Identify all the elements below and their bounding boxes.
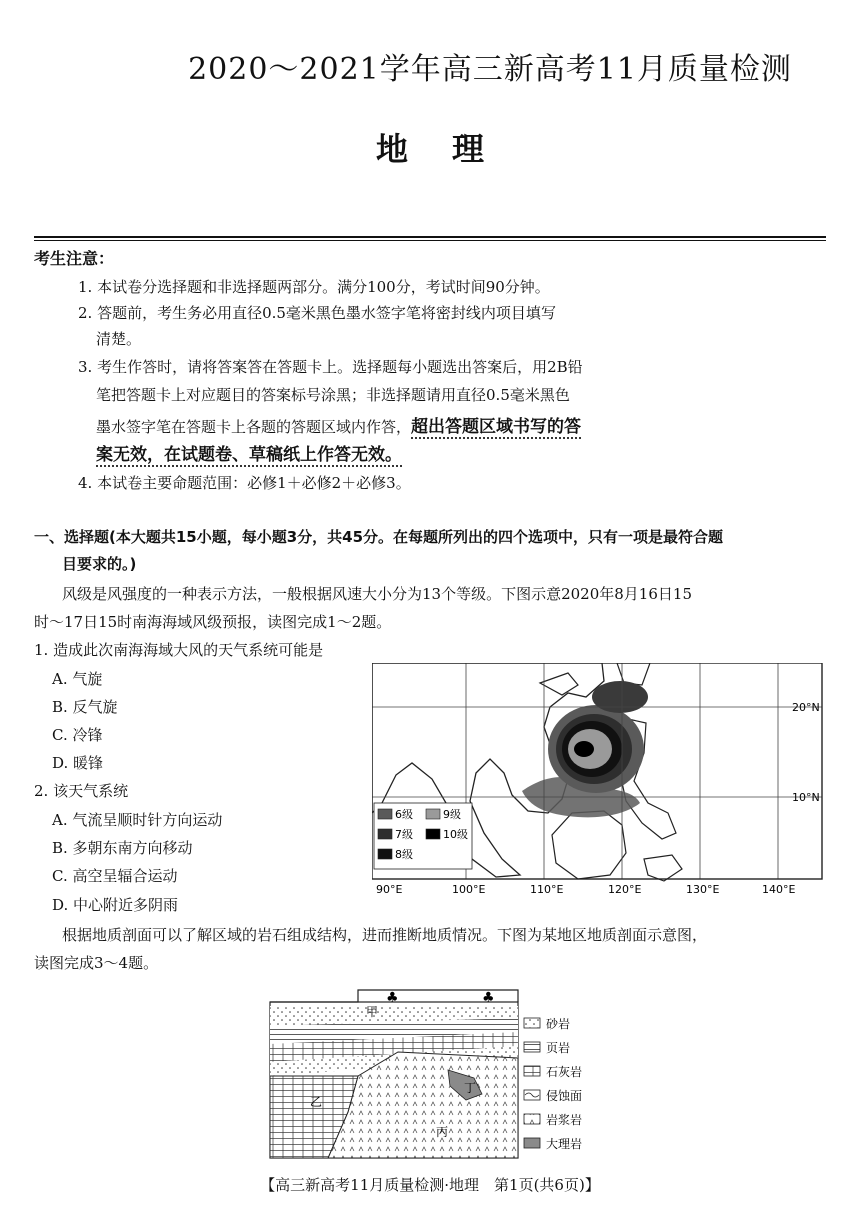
legend-label-marble: 大理岩 <box>546 1137 583 1151</box>
lon-label-140: 140°E <box>762 883 796 896</box>
intro-2-line-1: 根据地质剖面可以了解区域的岩石组成结构，进而推断地质情况。下图为某地区地质剖面示意图， <box>62 926 708 944</box>
legend-swatch-10 <box>426 829 440 839</box>
legend-swatch-8 <box>378 849 392 859</box>
tree-icon: ♣ <box>482 990 495 1006</box>
question-2-stem: 2. 该天气系统 <box>34 782 129 800</box>
header-rule-thin <box>34 240 826 241</box>
legend-label-10: 10级 <box>443 828 468 841</box>
legend-label-8: 8级 <box>395 848 413 861</box>
wind-forecast-map <box>372 663 828 899</box>
lon-label-90: 90°E <box>376 883 403 896</box>
legend-swatch-limestone <box>524 1066 540 1076</box>
question-1-option-c: C. 冷锋 <box>52 726 103 744</box>
legend-swatch-magma <box>524 1114 540 1124</box>
notice-item-3-line-3 <box>96 412 581 437</box>
legend-label-shale: 页岩 <box>546 1041 571 1055</box>
intro-1-line-2: 时～17日15时南海海域风级预报，读图完成1～2题。 <box>34 613 392 631</box>
wind-zone-10 <box>574 741 594 757</box>
question-1-stem: 1. 造成此次南海海域大风的天气系统可能是 <box>34 641 324 659</box>
legend-label-7: 7级 <box>395 828 413 841</box>
lat-label-10: 10°N <box>792 791 820 804</box>
legend-swatch-7 <box>378 829 392 839</box>
notice-item-2-line-2: 清楚。 <box>96 330 142 348</box>
notice-item-4: 4. 本试卷主要命题范围：必修1＋必修2＋必修3。 <box>78 474 411 492</box>
notice-emphasis-2: 案无效，在试题卷、草稿纸上作答无效。 <box>96 445 402 465</box>
question-2-option-a: A. 气流呈顺时针方向运动 <box>52 811 223 829</box>
notice-item-2-line-1: 2. 答题前，考生务必用直径0.5毫米黑色墨水签字笔将密封线内项目填写 <box>78 304 556 322</box>
intro-1-line-1: 风级是风强度的一种表示方法，一般根据风速大小分为13个等级。下图示意2020年8月16日15 <box>62 585 692 603</box>
question-1-option-d: D. 暖锋 <box>52 754 104 772</box>
question-2-option-d: D. 中心附近多阴雨 <box>52 896 179 914</box>
rock-legend <box>524 1016 582 1151</box>
question-2-option-c: C. 高空呈辐合运动 <box>52 867 178 885</box>
intro-2-line-2: 读图完成3～4题。 <box>34 954 159 972</box>
question-1-option-a: A. 气旋 <box>52 670 103 688</box>
lon-label-100: 100°E <box>452 883 486 896</box>
notice-item-3-line-2: 笔把答题卡上对应题目的答案标号涂黑；非选择题请用直径0.5毫米黑色 <box>96 386 570 404</box>
section-heading-line-2: 目要求的。) <box>62 555 137 573</box>
notice-item-1: 1. 本试卷分选择题和非选择题两部分。满分100分，考试时间90分钟。 <box>78 278 550 296</box>
lat-label-20: 20°N <box>792 701 820 714</box>
label-ding: 丁 <box>464 1081 477 1095</box>
legend-label-sandstone: 砂岩 <box>546 1017 571 1031</box>
header-rule <box>34 236 826 238</box>
page-footer: 【高三新高考11月质量检测·地理 第1页(共6页)】 <box>260 1176 600 1194</box>
legend-label-9: 9级 <box>443 808 461 821</box>
wind-legend <box>374 803 472 869</box>
legend-label-erosion: 侵蚀面 <box>546 1089 583 1103</box>
label-bing: 丙 <box>436 1125 449 1139</box>
label-yi: 乙 <box>310 1095 323 1109</box>
legend-label-limestone: 石灰岩 <box>546 1065 583 1079</box>
geologic-cross-section <box>268 982 594 1162</box>
legend-swatch-sandstone <box>524 1018 540 1028</box>
legend-swatch-6 <box>378 809 392 819</box>
subject-title: 地理 <box>375 130 528 168</box>
legend-label-6: 6级 <box>395 808 413 821</box>
label-jia: 甲 <box>366 1005 379 1019</box>
legend-swatch-shale <box>524 1042 540 1052</box>
wind-zone-north <box>592 681 648 713</box>
legend-label-magma: 岩浆岩 <box>546 1113 583 1127</box>
notice-emphasis-1: 超出答题区域书写的答 <box>411 417 582 437</box>
lon-label-110: 110°E <box>530 883 564 896</box>
legend-swatch-9 <box>426 809 440 819</box>
lon-label-120: 120°E <box>608 883 642 896</box>
lon-label-130: 130°E <box>686 883 720 896</box>
notice-item-3-line-1: 3. 考生作答时，请将答案答在答题卡上。选择题每小题选出答案后，用2B铅 <box>78 358 583 376</box>
tree-icon: ♣ <box>386 990 399 1006</box>
question-1-option-b: B. 反气旋 <box>52 698 118 716</box>
section-heading-line-1: 一、选择题(本大题共15小题，每小题3分，共45分。在每题所列出的四个选项中，只有一项是最符合题 <box>34 528 724 546</box>
notice-item-3-text: 墨水签字笔在答题卡上各题的答题区域内作答， <box>96 418 412 436</box>
legend-swatch-marble <box>524 1138 540 1148</box>
exam-title: 2020～2021学年高三新高考11月质量检测 <box>188 52 792 87</box>
notice-heading: 考生注意： <box>34 249 115 268</box>
question-2-option-b: B. 多朝东南方向移动 <box>52 839 193 857</box>
